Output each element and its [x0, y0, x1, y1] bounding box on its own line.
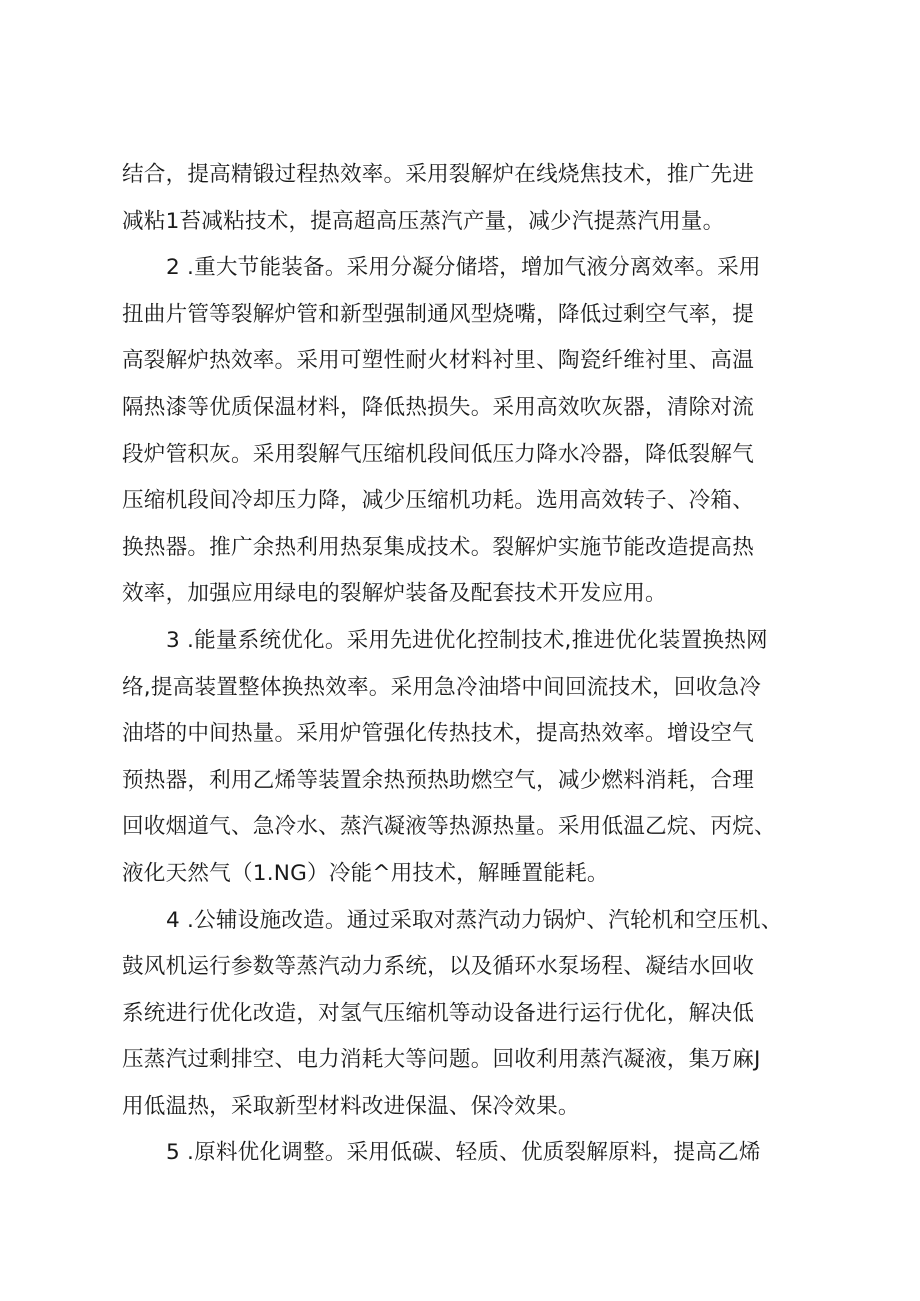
body-text: [122, 152, 802, 1177]
text-line: 结合，提高精锻过程热效率。采用裂解炉在线烧焦技术，推广先进: [122, 162, 755, 187]
paragraph-heading-line: 3 .能量系统优化。采用先进优化控制技术,推进优化装置换热网: [166, 627, 768, 653]
text-line: 油塔的中间热量。采用炉管强化传热技术，提高热效率。增设空气: [122, 721, 755, 747]
text-line: 减粘1苔减粘技术，提高超高压蒸汽产量，减少汽提蒸汽用量。: [122, 208, 725, 234]
text-line: 用低温热，采取新型材料改进保温、保冷效果。: [122, 1093, 580, 1119]
text-line: 压缩机段间冷却压力降，减少压缩机功耗。选用高效转子、冷箱、: [122, 488, 755, 514]
paragraph-heading-line: 4 .公辅设施改造。通过采取对蒸汽动力锅炉、汽轮机和空压机、: [166, 907, 783, 933]
text-line: 回收烟道气、急冷水、蒸汽凝液等热源热量。采用低温乙烷、丙烷、: [122, 814, 776, 840]
paragraph-heading-line: 5 .原料优化调整。采用低碳、轻质、优质裂解原料，提高乙烯: [166, 1140, 761, 1166]
text-line: 隔热漆等优质保温材料，降低热损失。采用高效吹灰器，清除对流: [122, 394, 755, 420]
paragraph-heading-line: 2 .重大节能装备。采用分凝分储塔，增加气液分离效率。采用: [166, 255, 761, 281]
text-line: 系统进行优化改造，对氢气压缩机等动设备进行运行优化，解决低: [122, 1000, 755, 1026]
text-line: 换热器。推广余热利用热泵集成技术。裂解炉实施节能改造提高热: [122, 534, 755, 560]
text-line: 段炉管积灰。采用裂解气压缩机段间低压力降水冷器，降低裂解气: [122, 441, 755, 467]
text-line: 压蒸汽过剩排空、电力消耗大等问题。回收利用蒸汽凝液，集万麻J: [122, 1047, 761, 1073]
text-line: 效率，加强应用绿电的裂解炉装备及配套技术开发应用。: [122, 581, 667, 607]
text-line: 预热器，利用乙烯等装置余热预热助燃空气，减少燃料消耗，合理: [122, 767, 755, 793]
text-line: 络,提高装置整体换热效率。采用急冷油塔中间回流技术，回收急冷: [122, 674, 762, 700]
text-line: 扭曲片管等裂解炉管和新型强制通风型烧嘴，降低过剩空气率，提: [122, 301, 755, 327]
text-line: 鼓风机运行参数等蒸汽动力系统，以及循环水泵场程、凝结水回收: [122, 954, 755, 980]
text-line: 液化天然气（1.NG）冷能^用技术，解睡置能耗。: [122, 860, 609, 886]
text-line: 高裂解炉热效率。采用可塑性耐火材料衬里、陶瓷纤维衬里、高温: [122, 348, 755, 374]
